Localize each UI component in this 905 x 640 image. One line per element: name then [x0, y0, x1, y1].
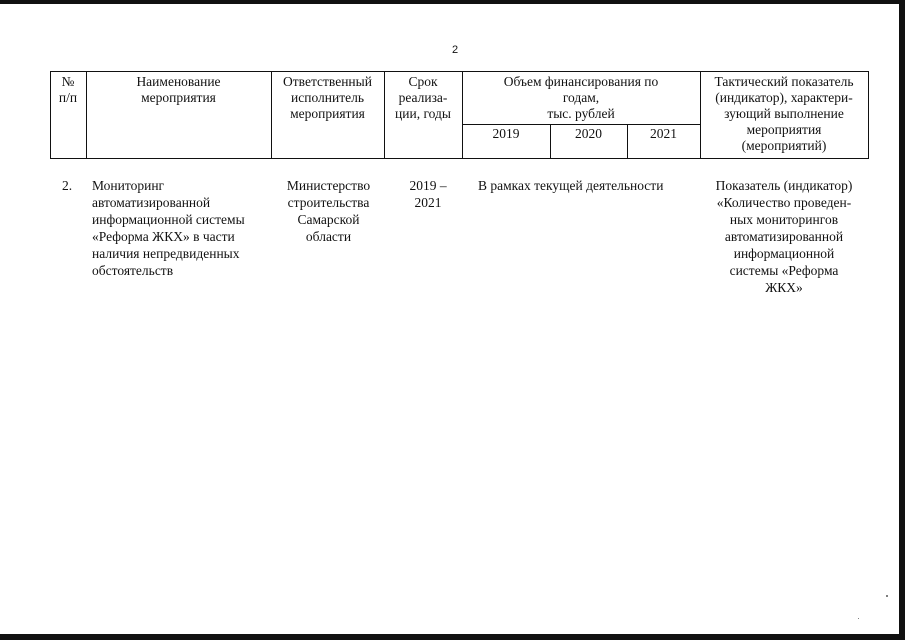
row-term: 2019 – 2021	[409, 178, 447, 210]
header-year-2019: 2019	[492, 126, 520, 141]
row-indicator: Показатель (индикатор) «Количество проведен- ных мониторингов автоматизированной информационной системы «Реформа ЖКХ»	[715, 178, 853, 295]
row-executor: Министерство строительства Самарской области	[286, 178, 371, 244]
header-indicator: Тактический показатель (индикатор), характери- зующий выполнение мероприятия (мероприятий)	[714, 74, 854, 153]
header-name: Наименование мероприятия	[136, 74, 221, 105]
header-executor: Ответственный исполнитель мероприятия	[283, 74, 372, 121]
header-funding: Объем финансирования по годам, тыс. рублей	[503, 74, 659, 121]
scan-speck	[858, 618, 859, 619]
scan-border-top	[0, 0, 905, 4]
row-num: 2.	[62, 178, 73, 193]
row-name: Мониторинг автоматизированной информационной системы «Реформа ЖКХ» в части наличия непредвиденных обстоятельств	[92, 178, 245, 278]
scan-speck	[886, 595, 888, 597]
row-funding: В рамках текущей деятельности	[478, 178, 664, 193]
table-header	[50, 71, 869, 159]
header-year-2021: 2021	[650, 126, 677, 141]
scan-border-bottom	[0, 634, 905, 640]
page-number: 2	[452, 44, 459, 56]
scan-border-right	[899, 0, 905, 640]
header-num: № п/п	[58, 74, 78, 105]
header-term: Срок реализа- ции, годы	[395, 74, 451, 121]
header-year-2020: 2020	[575, 126, 602, 141]
